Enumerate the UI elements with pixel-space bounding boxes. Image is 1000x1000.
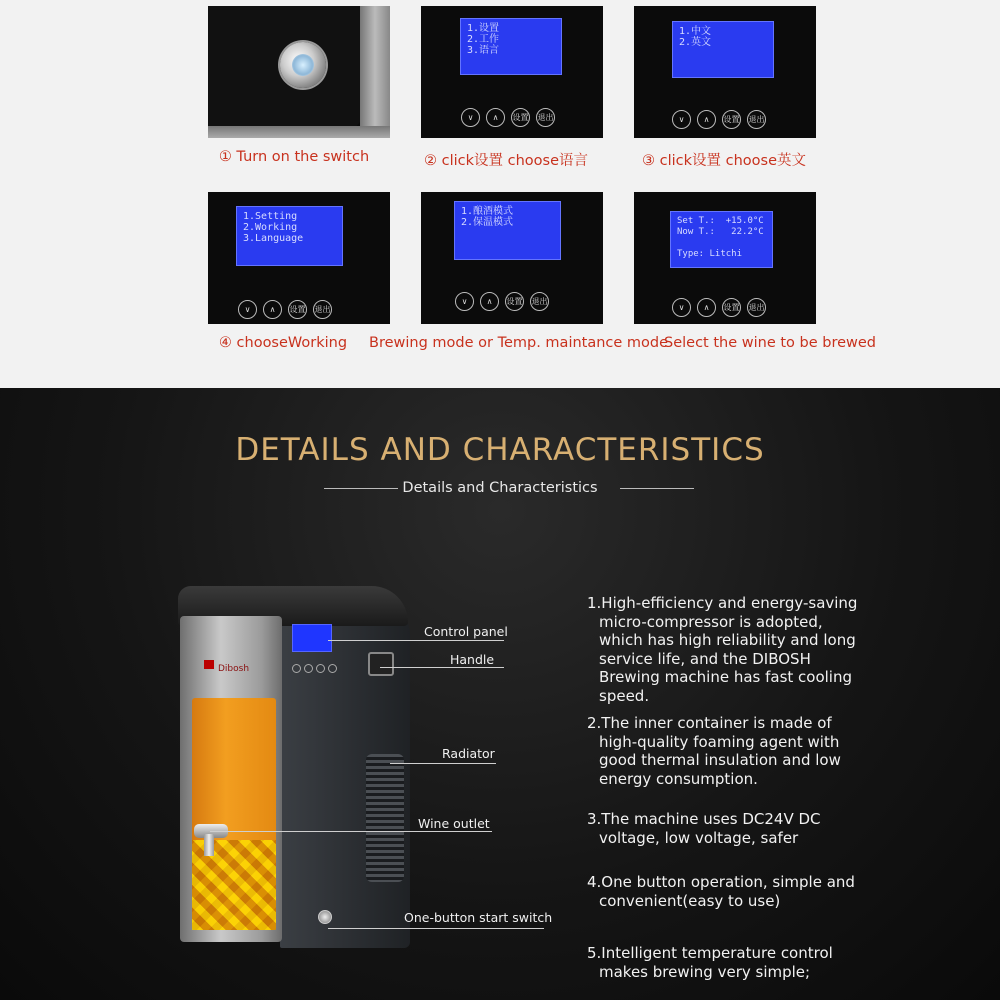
setting-button-icon: 设置 [722,110,741,129]
machine-buttons [292,664,337,673]
up-button-icon: ∧ [697,110,716,129]
machine-logo: Dibosh [218,664,250,674]
exit-button-icon: 退出 [530,292,549,311]
handle-icon [368,652,394,676]
step-4-caption: ④ chooseWorking [218,335,348,351]
machine-front-panel [180,616,282,942]
start-switch-icon [318,910,332,924]
setup-steps-section [0,0,1000,388]
radiator-grille [366,754,404,882]
label-handle: Handle [450,652,495,667]
step-2-caption: ② click设置 choose语言 [424,153,588,169]
setting-button-icon: 设置 [288,300,307,319]
step-2-photo [421,6,603,138]
step-6-caption: Select the wine to be brewed [664,335,877,351]
step-2-lcd: 1.设置 2.工作 3.语言 [460,18,562,75]
exit-button-icon: 退出 [536,108,555,127]
details-subtitle: Details and Characteristics [402,480,598,496]
power-switch-icon [280,42,326,88]
step-3-lcd: 1.中文 2.英文 [672,21,774,78]
setting-button-icon: 设置 [505,292,524,311]
setting-button-icon: 设置 [511,108,530,127]
feature-3: 3.The machine uses DC24V DC voltage, low voltage, safer [587,810,821,847]
step-3-photo [634,6,816,138]
feature-2: 2.The inner container is made of high-quality foaming agent with good thermal insulation and low energy consumption. [587,714,841,788]
feature-4: 4.One button operation, simple and convenient(easy to use) [587,873,855,910]
down-button-icon: ∨ [672,298,691,317]
down-button-icon: ∨ [238,300,257,319]
step-1-caption: ① Turn on the switch [218,149,370,165]
step-1-photo [208,6,390,138]
step-3-caption: ③ click设置 choose英文 [642,153,806,169]
label-radiator: Radiator [442,746,495,761]
step-5-lcd: 1.酿酒模式 2.保温模式 [454,201,561,260]
details-section [0,388,1000,1000]
wine-window [192,698,276,930]
details-title: DETAILS AND CHARACTERISTICS [235,432,765,468]
down-button-icon: ∨ [455,292,474,311]
up-button-icon: ∧ [263,300,282,319]
feature-5: 5.Intelligent temperature control makes brewing very simple; [587,944,833,981]
label-start-switch: One-button start switch [404,910,553,925]
step-4-photo [208,192,390,324]
step-4-lcd: 1.Setting 2.Working 3.Language [236,206,343,266]
machine-display [292,624,332,652]
up-button-icon: ∧ [480,292,499,311]
wine-glass-logo-icon [204,660,214,678]
step-5-caption: Brewing mode or Temp. maintance mode [369,335,669,351]
up-button-icon: ∧ [697,298,716,317]
step-5-photo [421,192,603,324]
down-button-icon: ∨ [461,108,480,127]
up-button-icon: ∧ [486,108,505,127]
label-control-panel: Control panel [424,624,508,639]
step-6-photo [634,192,816,324]
step-6-lcd: Set T.: +15.0°C Now T.: 22.2°C Type: Litchi [670,211,773,268]
setting-button-icon: 设置 [722,298,741,317]
down-button-icon: ∨ [672,110,691,129]
feature-1: 1.High-efficiency and energy-saving micro-compressor is adopted, which has high reliability and long service life, and the DIBOSH Brewing machine has fast cooling speed. [587,594,858,705]
exit-button-icon: 退出 [747,110,766,129]
exit-button-icon: 退出 [747,298,766,317]
subtitle-right-divider [620,488,694,489]
label-wine-outlet: Wine outlet [418,816,490,831]
exit-button-icon: 退出 [313,300,332,319]
